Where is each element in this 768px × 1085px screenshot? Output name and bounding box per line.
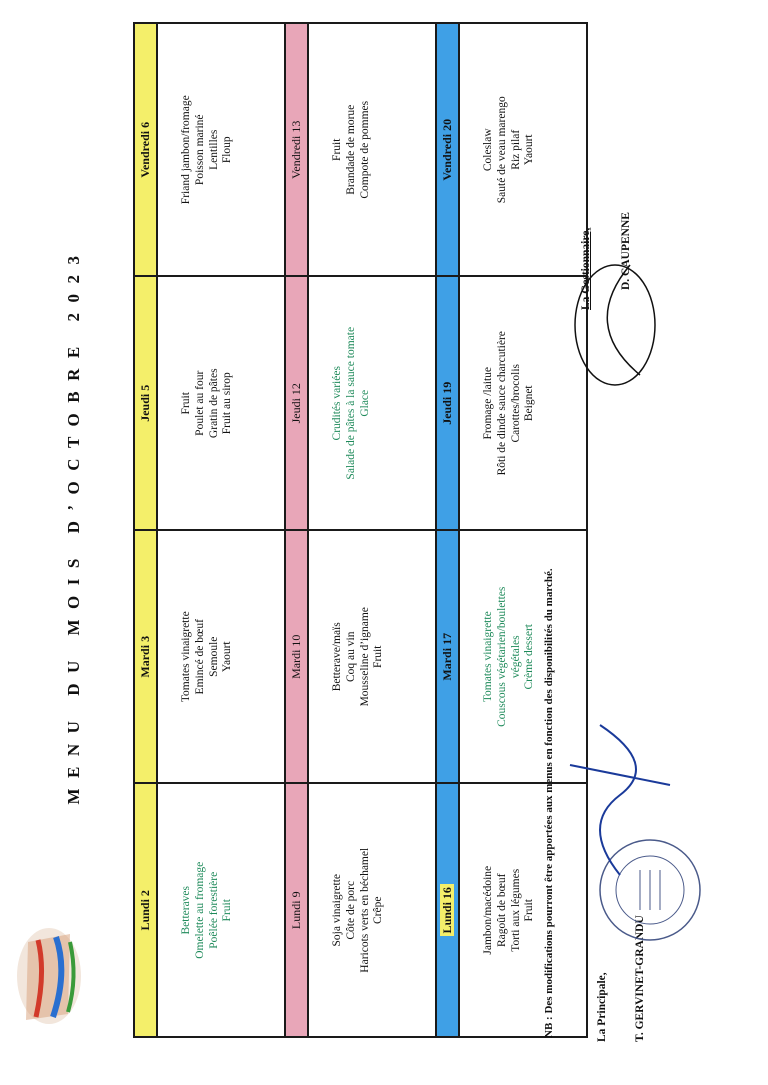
menu-item: Glace [358, 389, 371, 417]
menu-item: Lentilles [207, 129, 220, 170]
menu-item: Ragoût de bœuf [495, 873, 508, 947]
menu-item: Semoule [207, 636, 220, 677]
day-header: Mardi 3 [134, 530, 157, 784]
menu-item: Salade de pâtes à la sauce tomate [344, 326, 357, 480]
menu-item: Carottes/brocolis [509, 363, 522, 443]
menu-item: Crudités variées [331, 366, 343, 441]
menu-grid [133, 22, 588, 1038]
menu-item: Rôti de dinde sauce charcutière [495, 331, 508, 476]
day-header: Jeudi 5 [134, 277, 157, 531]
week1-header-row [134, 23, 157, 1037]
menu-item: Fruit [221, 899, 234, 922]
menu-item: Torti aux légumes [509, 868, 522, 952]
menu-cell [157, 784, 285, 1038]
day-header: Lundi 9 [285, 784, 308, 1038]
menu-item: Haricots verts en béchamel [358, 847, 371, 973]
menu-cell [308, 530, 436, 784]
gestionnaire-signature [560, 245, 670, 395]
menu-item: Betteraves [180, 885, 192, 935]
menu-item: Omelette au fromage [193, 861, 206, 959]
gestionnaire-role: La Gestionnaire, [580, 227, 592, 310]
day-header: Vendredi 6 [134, 23, 157, 277]
week1-menu-row [157, 23, 285, 1037]
menu-item: Sauté de veau marengo [495, 96, 508, 204]
menu-item: Poulet au four [193, 370, 206, 436]
day-header [436, 784, 459, 1038]
menu-item: Emincé de bœuf [193, 619, 206, 695]
day-header: Mardi 10 [285, 530, 308, 784]
menu-item: Riz pilaf [509, 129, 522, 170]
menu-item: Brandade de morue [344, 104, 357, 195]
day-header: Lundi 2 [134, 784, 157, 1038]
menu-item: Fromage /laitue [482, 367, 494, 440]
menu-item: Crêpe [372, 896, 385, 924]
menu-item: Fruit [331, 138, 343, 161]
menu-item: Jambon/macédoine [482, 865, 494, 955]
menu-cell [459, 23, 587, 277]
page-title: MENU DU MOIS D’OCTOBRE 2023 [64, 245, 83, 805]
menu-item: Yaourt [523, 134, 536, 166]
menu-item: Tomates vinaigrette [180, 611, 192, 703]
menu-item: Floup [221, 136, 234, 164]
menu-item: Compote de pommes [358, 100, 371, 199]
menu-item: Crème dessert [523, 624, 536, 690]
menu-cell [157, 277, 285, 531]
menu-item: Mousseline d’igname [358, 607, 371, 707]
menu-cell [157, 530, 285, 784]
menu-item: Fruit [180, 392, 192, 415]
menu-item: Yaourt [221, 641, 234, 673]
menu-item: Gratin de pâtes [207, 368, 220, 439]
week3-header-row [436, 23, 459, 1037]
footnote: NB : Des modifications pourront être apportées aux menus en fonction des disponibilités du marché. [543, 568, 555, 1038]
menu-cell [308, 784, 436, 1038]
day-header: Mardi 17 [436, 530, 459, 784]
menu-item: Poêlée forestière [207, 871, 220, 949]
principal-role: La Principale, [596, 972, 608, 1042]
menu-item: Fruit [523, 899, 536, 922]
day-header-label: Lundi 16 [440, 884, 454, 936]
day-header: Vendredi 20 [436, 23, 459, 277]
menu-item: Friand jambon/fromage [180, 95, 192, 205]
menu-cell [308, 277, 436, 531]
menu-item: Fruit au sirop [221, 372, 234, 435]
week2-menu-row [308, 23, 436, 1037]
menu-cell [157, 23, 285, 277]
menu-item: Beignet [523, 385, 536, 422]
menu-item: Couscous végétarien/boulettes [495, 586, 508, 727]
menu-item: Fruit [372, 645, 385, 668]
menu-item: Coq au vin [344, 631, 357, 682]
menu-item: Côte de porc [344, 880, 357, 940]
menu-item: Coleslaw [482, 128, 494, 172]
menu-item: végétales [509, 635, 522, 679]
day-header: Jeudi 12 [285, 277, 308, 531]
menu-item: Tomates vinaigrette [482, 611, 494, 703]
menu-item: Betterave/maïs [331, 622, 343, 692]
menu-item: Poisson mariné [193, 114, 206, 186]
menu-cell [308, 23, 436, 277]
menu-item: Soja vinaigrette [331, 874, 343, 947]
gestionnaire-name: D. CAUPENNE [620, 212, 632, 290]
week2-header-row [285, 23, 308, 1037]
principal-signature [560, 715, 680, 885]
day-header: Jeudi 19 [436, 277, 459, 531]
principal-name: T. GERVINET-GRANDU [634, 915, 646, 1042]
day-header: Vendredi 13 [285, 23, 308, 277]
